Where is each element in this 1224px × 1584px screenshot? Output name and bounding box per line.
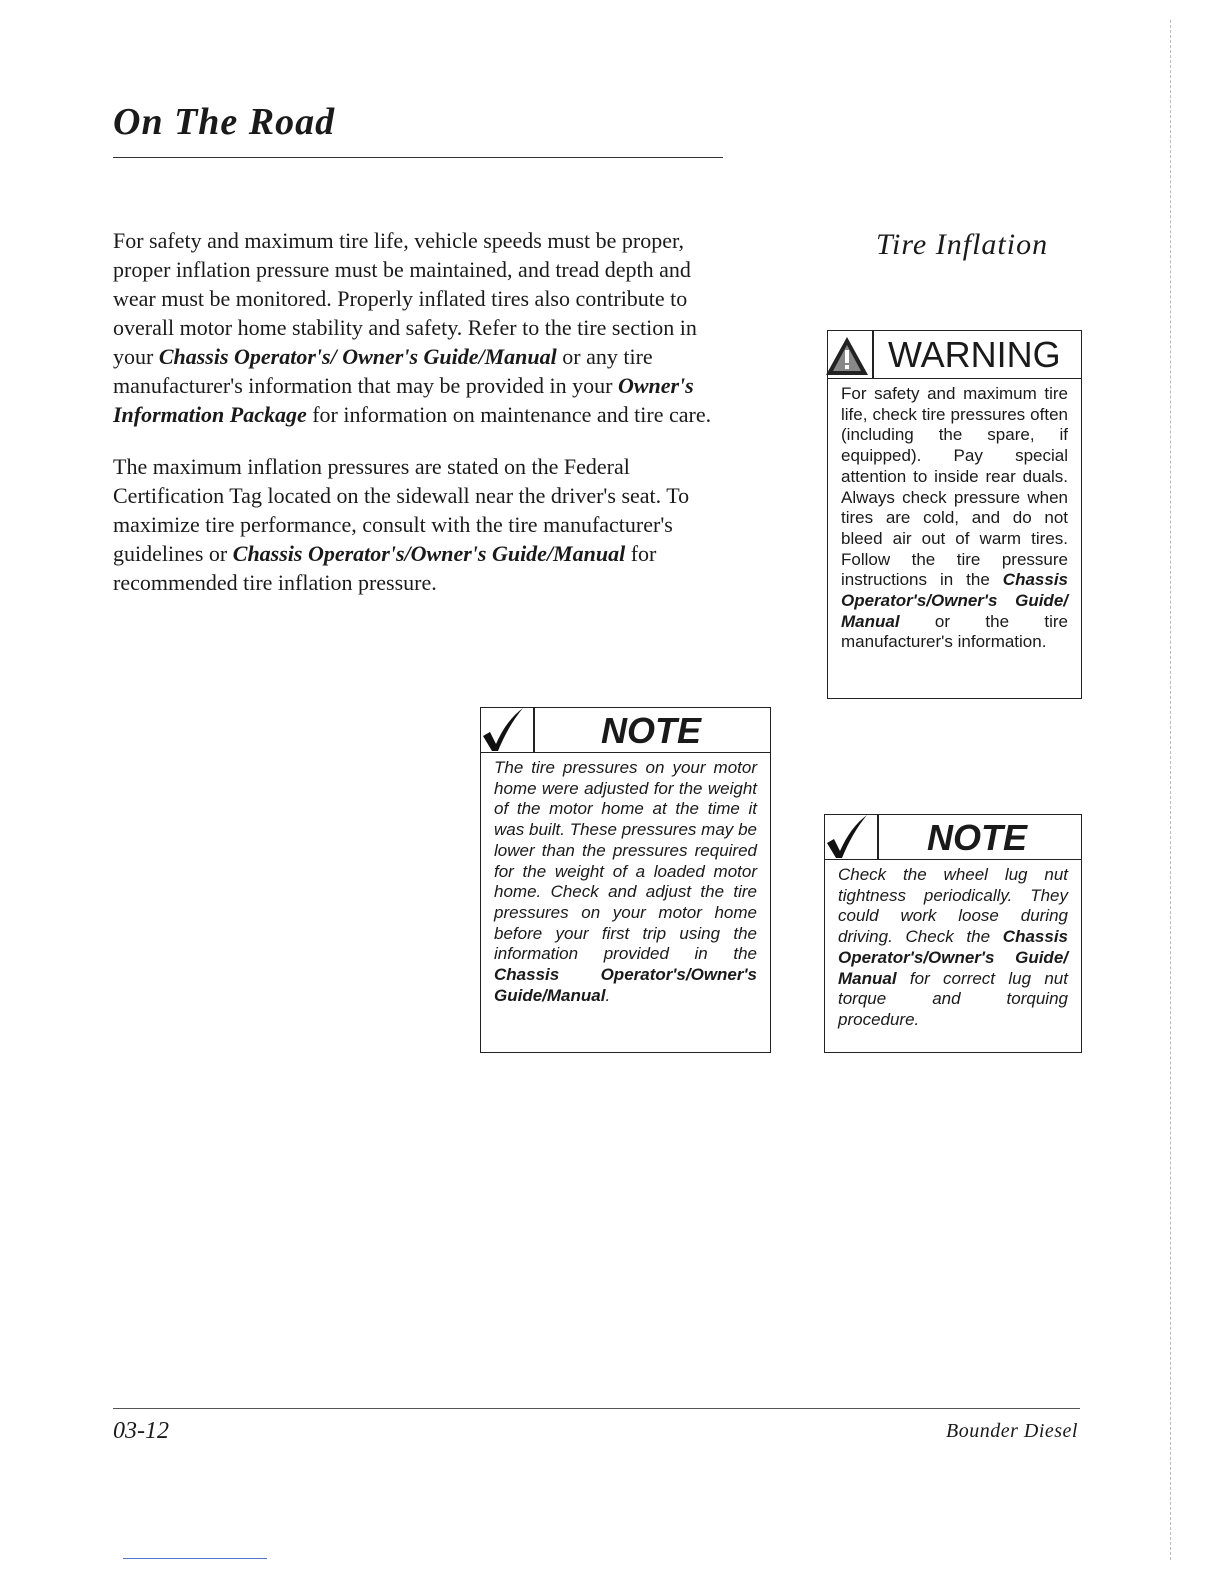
body-paragraph-2: The maximum inflation pressures are stated on the Federal Certification Tag located on the sidewall near the driver's seat. To maximize tire performance, consult with the tire manufacturer's guidelines or Chassis Operator's/Owner's Guide/Manual for recommended tire inflation pressure.	[113, 454, 690, 595]
warning-text: For safety and maximum tire life, check tire pressures often (including the spare, if equipped). Pay special attention to inside rear duals. Always check pressure when tires are cold, and do not bleed air out of warm tires. Follow the tire pressure instructions in the Chassis Operator's/Owner's Guide/ Manual or the tire manufacturer's information.	[841, 384, 1068, 652]
note-header	[481, 708, 770, 753]
warning-divider	[872, 331, 874, 378]
note-text: The tire pressures on your motor home were adjusted for the weight of the motor home at the time it was built. These pressures may be lower than the pressures required for the weight of a loaded motor home. Check and adjust the tire pressures on your motor home before your first trip using the information provided in the Chassis Operator's/Owner's Guide/Manual.	[494, 758, 757, 1005]
page-number: 03-12	[113, 1418, 169, 1444]
bottom-mark	[123, 1558, 267, 1559]
warning-title: WARNING	[888, 334, 1061, 375]
body-paragraph-1: For safety and maximum tire life, vehicle speeds must be proper, proper inflation pressure must be maintained, and tread depth and wear must be monitored. Properly inflated tires also contribute to overall motor home stability and safety. Refer to the tire section in your Chassis Operator's/ Owner's Guide/Manual or any tire manufacturer's information that may be provided in your Owner's Information Package for information on maintenance and tire care.	[113, 228, 712, 427]
warning-header	[828, 331, 1081, 379]
note-header	[825, 815, 1081, 860]
body-text	[113, 226, 719, 620]
section-title: Tire Inflation	[876, 228, 1049, 261]
checkmark-icon	[823, 813, 869, 859]
checkmark-icon	[479, 706, 525, 752]
scan-edge	[1170, 20, 1172, 1560]
note-box-tire-pressure	[480, 707, 771, 1053]
footer-divider	[113, 1408, 1080, 1409]
note-divider	[877, 815, 879, 859]
note-title: NOTE	[927, 817, 1028, 858]
note-title: NOTE	[601, 710, 702, 751]
page-header-title: On The Road	[113, 101, 336, 143]
header-divider	[113, 157, 723, 158]
note-divider	[533, 708, 535, 752]
footer-title: Bounder Diesel	[946, 1420, 1078, 1442]
note-box-wheel-lug	[824, 814, 1082, 1053]
note-text: Check the wheel lug nut tightness periodically. They could work loose during driving. Check the Chassis Operator's/Owner's Guide/ Manual for correct lug nut torque and torquing procedure.	[838, 865, 1068, 1029]
warning-box	[827, 330, 1082, 699]
warning-triangle-icon	[824, 335, 870, 377]
